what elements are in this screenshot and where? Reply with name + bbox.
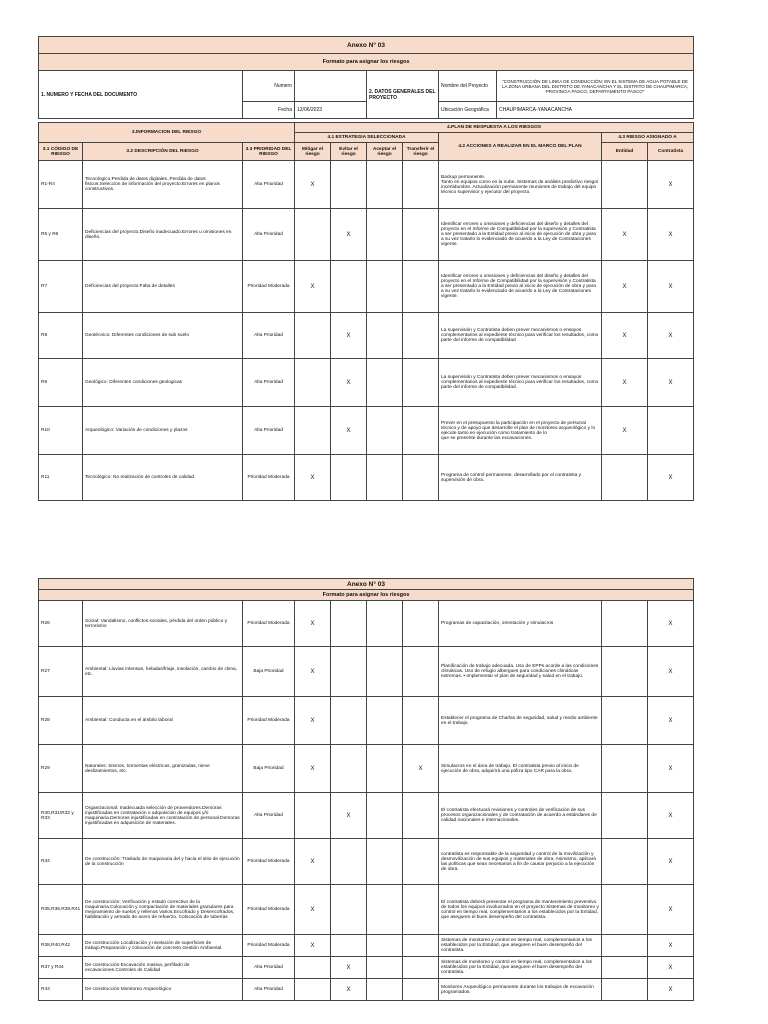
header-description: 3.2 DESCRIPCIÓN DEL RIESGO xyxy=(83,143,243,161)
risk-action: Identificar errores u omisiones y deficiencias del diseño y detalles del proyecto en el Informe de Compatibilidad por la supervisión y Contratista a ser presentado a la Entidad previo al inicio de ejecución de obra y para a su vez tratarlo lo evidenciado de acuerdo a la Ley de Contrataciones vigente. xyxy=(439,209,602,261)
accept-mark xyxy=(367,885,403,935)
contractor-mark: X xyxy=(648,455,694,501)
fecha-label: Fecha xyxy=(243,102,295,119)
avoid-mark xyxy=(331,745,367,793)
risk-action: Programas de capacitación, orientación y simulacros xyxy=(439,601,602,647)
risk-description: De construcción Localización y nivelación de superficies de trabajo.Preparación y colocación de concreto.Gestión Ambiental. xyxy=(83,935,243,957)
risk-code: R27 xyxy=(39,647,83,697)
transfer-mark xyxy=(403,839,439,885)
entity-mark xyxy=(602,455,648,501)
accept-mark xyxy=(367,745,403,793)
risk-priority: Baja Prioridad xyxy=(243,745,295,793)
avoid-mark xyxy=(331,455,367,501)
entity-mark xyxy=(602,935,648,957)
mitigate-mark xyxy=(295,359,331,407)
accept-mark xyxy=(367,313,403,359)
risk-priority: Alta Prioridad xyxy=(243,979,295,1001)
risk-priority: Alta Prioridad xyxy=(243,161,295,209)
contractor-mark: X xyxy=(648,935,694,957)
transfer-mark xyxy=(403,455,439,501)
accept-mark xyxy=(367,161,403,209)
contractor-mark: X xyxy=(648,793,694,839)
accept-mark xyxy=(367,407,403,455)
risk-priority: Alta Prioridad xyxy=(243,209,295,261)
transfer-mark xyxy=(403,885,439,935)
transfer-mark xyxy=(403,935,439,957)
risk-description: Ambiental: Conducta en el ámbito laboral xyxy=(83,697,243,745)
risk-code: R26 xyxy=(39,601,83,647)
header-actions: 4.2 ACCIONES A REALIZAR EN EL MARCO DEL PLAN xyxy=(439,133,602,161)
risk-code: R35,R36,R39,R41 xyxy=(39,885,83,935)
risk-row xyxy=(39,161,694,209)
risk-row xyxy=(39,601,694,647)
risk-code: R43 xyxy=(39,979,83,1001)
risk-priority: Prioridad Moderada xyxy=(243,455,295,501)
transfer-mark xyxy=(403,407,439,455)
risk-code: R37 y R44 xyxy=(39,957,83,979)
transfer-mark xyxy=(403,261,439,313)
risk-rows-1 xyxy=(39,161,694,501)
risk-row xyxy=(39,647,694,697)
contractor-mark: X xyxy=(648,697,694,745)
mitigate-mark: X xyxy=(295,261,331,313)
entity-mark: X xyxy=(602,209,648,261)
header-contractor: Contratista xyxy=(648,143,694,161)
entity-mark xyxy=(602,601,648,647)
accept-mark xyxy=(367,455,403,501)
risk-row xyxy=(39,313,694,359)
avoid-mark: X xyxy=(331,313,367,359)
risk-priority: Prioridad Moderada xyxy=(243,697,295,745)
contractor-mark: X xyxy=(648,313,694,359)
risk-priority: Baja Prioridad xyxy=(243,647,295,697)
mitigate-mark: X xyxy=(295,697,331,745)
entity-mark xyxy=(602,793,648,839)
risk-action: El contratista efectuará revisiones y controles de verificación de sus procesos organizacionales y de contratación de acuerdo a estándares de calidad nacionales e internacionales. xyxy=(439,793,602,839)
risk-description: De construcción: Traslado de maquinaria del y hacia el sitio de ejecución de la construcción xyxy=(83,839,243,885)
accept-mark xyxy=(367,697,403,745)
contractor-mark: X xyxy=(648,885,694,935)
accept-mark xyxy=(367,935,403,957)
risk-description: Naturales: Sismos, tormentas eléctricas, granizadas, nieve deslizamientos, etc. xyxy=(83,745,243,793)
risk-description: Tecnologico:Perdida de datos digitales.,Perdida de datos fisicos.Seleccion de información del proyecto.Errores en planos constructivos. xyxy=(83,161,243,209)
risk-priority: Alta Prioridad xyxy=(243,359,295,407)
contractor-mark: X xyxy=(648,359,694,407)
transfer-mark xyxy=(403,359,439,407)
risk-action: Establecer el programa de Charlas de seguridad, salud y medio ambiente en el trabajo. xyxy=(439,697,602,745)
contractor-mark: X xyxy=(648,261,694,313)
fecha-value: 12/06/2023 xyxy=(295,102,367,119)
entity-mark xyxy=(602,161,648,209)
avoid-mark: X xyxy=(331,359,367,407)
avoid-mark: X xyxy=(331,979,367,1001)
avoid-mark: X xyxy=(331,957,367,979)
entity-mark: X xyxy=(602,407,648,455)
mitigate-mark xyxy=(295,979,331,1001)
risk-action: El contratista deberá presentar el programa de mantenimiento preventivo de todos los equipos involucrados en el proyecto Sistemas de monitoreo y control en tiempo real, complementarios a los establecidos por la Entidad, que aseguren el buen desempeño del contratista. xyxy=(439,885,602,935)
entity-mark: X xyxy=(602,261,648,313)
mitigate-mark xyxy=(295,407,331,455)
project-name-label: Nombre del Proyecto xyxy=(439,71,497,102)
entity-mark xyxy=(602,979,648,1001)
format-title: Formato para asignar los riesgos xyxy=(39,54,694,71)
location-label: Ubicación Geográfica xyxy=(439,102,497,119)
risk-action: Sistemas de monitoreo y control en tiempo real, complementarios a los establecidos por la Entidad, que aseguren el buen desempeño del contratista. xyxy=(439,935,602,957)
risk-row xyxy=(39,935,694,957)
risk-action: contratista es responsable de la seguridad y control de la movilización y desmovilización de sus equipos y materiales de obra. Asimismo, aplicará las políticas que sean necesarios a fin de causar perjuicio a la ejecución de obra. xyxy=(439,839,602,885)
accept-mark xyxy=(367,957,403,979)
transfer-mark xyxy=(403,697,439,745)
risk-code: R5 y R6 xyxy=(39,209,83,261)
accept-mark xyxy=(367,601,403,647)
accept-mark xyxy=(367,261,403,313)
risk-code: R29 xyxy=(39,745,83,793)
risk-row xyxy=(39,697,694,745)
mitigate-mark: X xyxy=(295,647,331,697)
risk-code: R1-R4 xyxy=(39,161,83,209)
header-avoid: Evitar el riesgo xyxy=(331,143,367,161)
transfer-mark xyxy=(403,647,439,697)
risk-priority: Alta Prioridad xyxy=(243,793,295,839)
avoid-mark xyxy=(331,261,367,313)
risk-row xyxy=(39,359,694,407)
risk-action: Identificar errores u omisiones y deficiencias del diseño y detalles del proyecto en el Informe de Compatibilidad por la supervisión y Contratista a ser presentado a la Entidad previo al inicio de ejecución de obra y para a su vez tratarlo lo evidenciado de acuerdo a la Ley de Contrataciones vigente. xyxy=(439,261,602,313)
avoid-mark xyxy=(331,161,367,209)
entity-mark xyxy=(602,839,648,885)
accept-mark xyxy=(367,209,403,261)
transfer-mark xyxy=(403,793,439,839)
risk-action: La supervisión y Contratista deben prever mecanismos o ensayos complementarios al expediente técnico para verificar los resultados, como parte del informe de compatibilidad xyxy=(439,313,602,359)
risk-action: La supervisión y Contratista deben prever mecanismos o ensayos complementarios al expediente técnico para verificar los resultados, como parte del informe de compatibilidad. xyxy=(439,359,602,407)
risk-description: Geológico: Diferentes condiciones geologicas xyxy=(83,359,243,407)
risk-row xyxy=(39,885,694,935)
risk-row xyxy=(39,261,694,313)
transfer-mark xyxy=(403,209,439,261)
section-document-number: 1. NUMERO Y FECHA DEL DOCUMENTO xyxy=(39,71,243,119)
header-assigned: 4.3 RIESGO ASIGNADO A xyxy=(602,133,694,143)
risk-code: R38,R40,R42 xyxy=(39,935,83,957)
contractor-mark: X xyxy=(648,839,694,885)
risk-code: R11 xyxy=(39,455,83,501)
risk-description: Social: Vandalismo, conflictos sociales, pérdida del orden público y terrorismo xyxy=(83,601,243,647)
header-entity: Entidad xyxy=(602,143,648,161)
risk-description: Ambiental: Lluvias intensas, heladas/friaje, insolación, cambio de clima, etc. xyxy=(83,647,243,697)
accept-mark xyxy=(367,979,403,1001)
project-name-value: "CONSTRUCCIÓN DE LINEA DE CONDUCCIÓN; EN EL SISTEMA DE AGUA POTABLE DE LA ZONA URBANA DEL DISTRITO DE YANACANCHA Y EL DISTRITO DE CHAUPIMARCA, PROVINCIA PASCO, DEPARTAMENTO PASCO" xyxy=(497,71,694,102)
mitigate-mark xyxy=(295,209,331,261)
numero-label: Numero xyxy=(243,71,295,102)
risk-description: Deficiencias del proyecto:Diseño inadecuado.Errores u omisiones en diseño. xyxy=(83,209,243,261)
annex-title-2: Anexo N° 03 xyxy=(39,579,694,590)
mitigate-mark: X xyxy=(295,161,331,209)
mitigate-mark: X xyxy=(295,455,331,501)
mitigate-mark: X xyxy=(295,745,331,793)
location-value: CHAUPIMARCA-YANACANCHA xyxy=(497,102,694,119)
risk-row xyxy=(39,793,694,839)
mitigate-mark: X xyxy=(295,935,331,957)
entity-mark xyxy=(602,745,648,793)
contractor-mark: X xyxy=(648,979,694,1001)
risk-priority: Alta Prioridad xyxy=(243,957,295,979)
risk-row xyxy=(39,407,694,455)
risk-action: Sistemas de monitoreo y control en tiempo real, complementarios a los establecidos por la Entidad, que aseguren el buen desempeño del contratista. xyxy=(439,957,602,979)
risk-priority: Alta Prioridad xyxy=(243,313,295,359)
header-risk-info: 3.INFORMACION DEL RIESGO xyxy=(39,123,295,143)
avoid-mark xyxy=(331,839,367,885)
contractor-mark: X xyxy=(648,601,694,647)
header-priority: 3.3 PRIORIDAD DEL RIESGO xyxy=(243,143,295,161)
risk-description: De construcción Monitoreo Arqueológico xyxy=(83,979,243,1001)
risk-priority: Alta Prioridad xyxy=(243,407,295,455)
avoid-mark xyxy=(331,647,367,697)
contractor-mark xyxy=(648,407,694,455)
risk-action: Simulacros en el área de trabajo. El contratista previo al inicio de ejecución de obra, adquirirá una póliza tipo CAR para la obra. xyxy=(439,745,602,793)
mitigate-mark xyxy=(295,313,331,359)
entity-mark xyxy=(602,957,648,979)
header-response-plan: 4.PLAN DE RESPUESTA A LOS RIESGOS xyxy=(295,123,694,133)
risk-row xyxy=(39,209,694,261)
format-title-2: Formato para asignar los riesgos xyxy=(39,590,694,601)
risk-description: Arqueológico: Variación de condiciones y plazos xyxy=(83,407,243,455)
avoid-mark xyxy=(331,601,367,647)
mitigate-mark: X xyxy=(295,885,331,935)
contractor-mark: X xyxy=(648,745,694,793)
risk-priority: Prioridad Moderada xyxy=(243,839,295,885)
risk-description: Geotécnico: Diferentes condiciones de sub suelo xyxy=(83,313,243,359)
risk-action: Monitoreo Arqueológico permanente durante los trabajos de excavación programados. xyxy=(439,979,602,1001)
avoid-mark xyxy=(331,885,367,935)
mitigate-mark xyxy=(295,957,331,979)
accept-mark xyxy=(367,793,403,839)
risk-row xyxy=(39,839,694,885)
transfer-mark xyxy=(403,313,439,359)
annex-title: Anexo N° 03 xyxy=(39,37,694,54)
risk-priority: Prioridad Moderada xyxy=(243,935,295,957)
accept-mark xyxy=(367,359,403,407)
avoid-mark: X xyxy=(331,407,367,455)
contractor-mark: X xyxy=(648,957,694,979)
risk-code: R7 xyxy=(39,261,83,313)
transfer-mark xyxy=(403,957,439,979)
avoid-mark: X xyxy=(331,793,367,839)
risk-priority: Prioridad Moderada xyxy=(243,601,295,647)
risk-action: Backup permanente. Tanto en equipos como en la nube. Sistemas de análisis predictivo riesgo/ incertidumbre. Actualización permanente reuniones de trabajo del equipo técnico supervisor y ejecutor del proyecto. xyxy=(439,161,602,209)
risk-table-2 xyxy=(38,578,694,1001)
risk-code: R30,R31/R32 y R33 xyxy=(39,793,83,839)
risk-description: Tecnológico: No realización de controles de calidad xyxy=(83,455,243,501)
contractor-mark: X xyxy=(648,647,694,697)
risk-priority: Prioridad Moderada xyxy=(243,885,295,935)
risk-action: Prever en el presupuesto la participación en el proyecto de personal técnico y de apoyo que desarrolle el plan de monitoreo arqueológico y lo ejecute tanto en ejecución como tratamiento de lo que se presente durante las excavaciones. xyxy=(439,407,602,455)
header-code: 3.1 CÓDIGO DE RIESGO xyxy=(39,143,83,161)
risk-description: Organizacional: Inadecuada selección de proveedores.Demoras injustificadas en contratación o adquisición de equipos y/o maquinaria.Demoras injustificadas en contratación de personal.Demoras injustificadas en adquisición de materiales. xyxy=(83,793,243,839)
risk-row xyxy=(39,745,694,793)
document-info-table xyxy=(38,36,694,119)
header-accept: Aceptar el riesgo xyxy=(367,143,403,161)
risk-table-1 xyxy=(38,122,694,501)
avoid-mark: X xyxy=(331,209,367,261)
header-strategy: 4.1 ESTRATEGIA SELECCIONADA xyxy=(295,133,439,143)
section-project-data: 2. DATOS GENERALES DEL PROYECTO xyxy=(367,71,439,119)
mitigate-mark: X xyxy=(295,839,331,885)
risk-description: Deficiencias del proyecto:Falta de detalles xyxy=(83,261,243,313)
risk-code: R9 xyxy=(39,359,83,407)
risk-row xyxy=(39,979,694,1001)
risk-description: De construcción Excavación masiva, perfilado de excavaciones.Controles de Calidad xyxy=(83,957,243,979)
transfer-mark: X xyxy=(403,745,439,793)
header-transfer: Transferir el riesgo xyxy=(403,143,439,161)
risk-action: Planificación de trabajo adecuada. Uso de EPPs acorde a las condiciones climáticas. Uso de refugio albergues para condiciones climáticas extremas. • Implementar el plan de seguridad y salud en el trabajo. xyxy=(439,647,602,697)
risk-code: R28 xyxy=(39,697,83,745)
risk-description: De construcción: Verificación y estado correctivo de la maquinaria.Colocación y compactación de materiales granulares para mejoramiento de suelos y rellenos Varios.Encofrado y Desencofrados, habilitación y armado de acero de refuerzo. Colocación de tuberías xyxy=(83,885,243,935)
entity-mark: X xyxy=(602,313,648,359)
contractor-mark: X xyxy=(648,161,694,209)
contractor-mark: X xyxy=(648,209,694,261)
mitigate-mark: X xyxy=(295,601,331,647)
risk-code: R10 xyxy=(39,407,83,455)
avoid-mark xyxy=(331,697,367,745)
entity-mark: X xyxy=(602,359,648,407)
risk-row xyxy=(39,455,694,501)
avoid-mark xyxy=(331,935,367,957)
header-mitigate: Mitigar el riesgo xyxy=(295,143,331,161)
accept-mark xyxy=(367,839,403,885)
numero-value xyxy=(295,71,367,102)
transfer-mark xyxy=(403,979,439,1001)
risk-rows-2 xyxy=(39,601,694,1001)
entity-mark xyxy=(602,647,648,697)
entity-mark xyxy=(602,885,648,935)
risk-row xyxy=(39,957,694,979)
risk-code: R34 xyxy=(39,839,83,885)
risk-code: R8 xyxy=(39,313,83,359)
risk-action: Programa de control permanente, desarrollado por el contratista y supervisión de obra. xyxy=(439,455,602,501)
mitigate-mark xyxy=(295,793,331,839)
accept-mark xyxy=(367,647,403,697)
risk-priority: Prioridad Moderada xyxy=(243,261,295,313)
transfer-mark xyxy=(403,161,439,209)
transfer-mark xyxy=(403,601,439,647)
entity-mark xyxy=(602,697,648,745)
